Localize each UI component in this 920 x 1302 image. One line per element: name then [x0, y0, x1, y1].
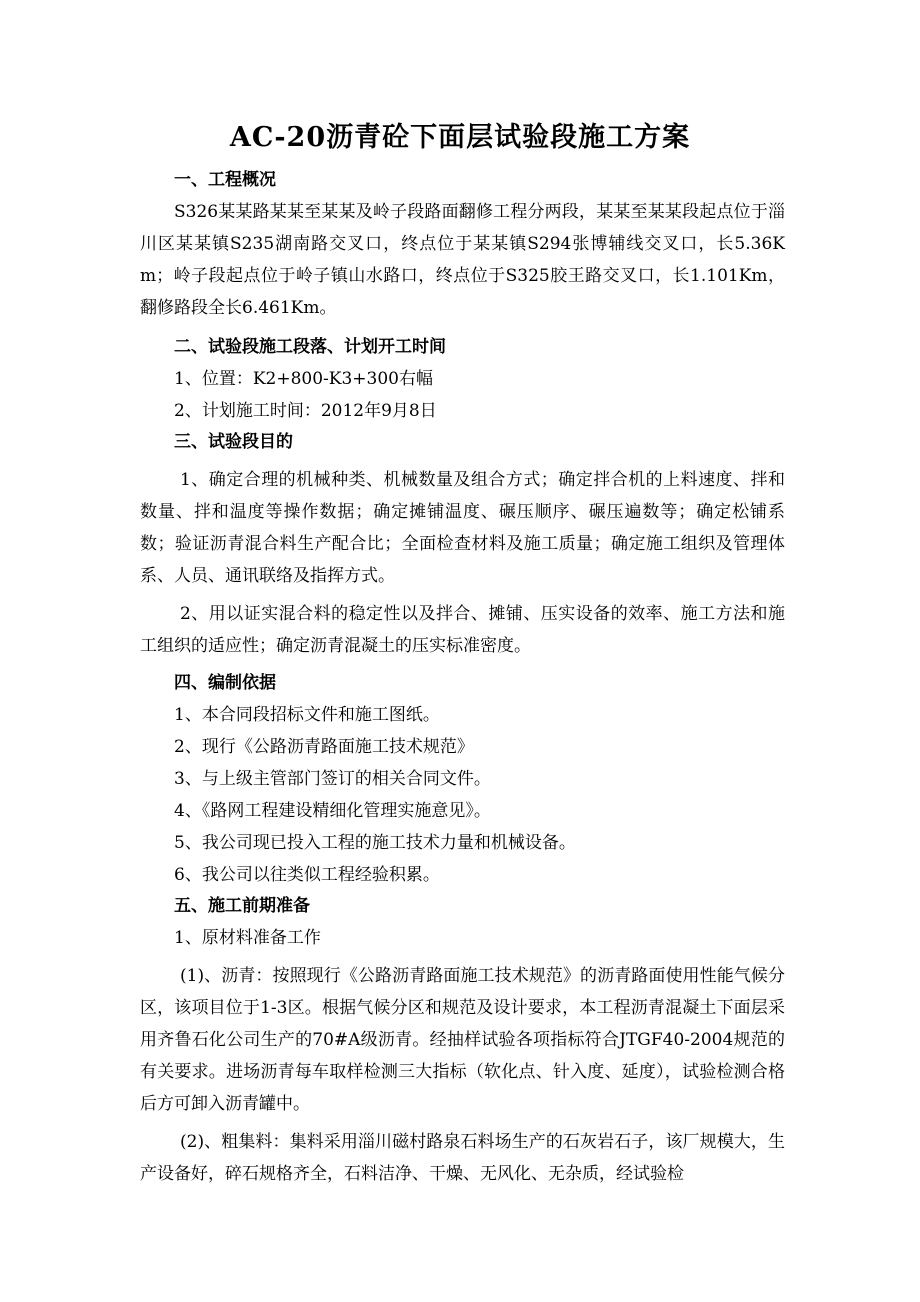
paragraph: (2)、粗集料：集料采用淄川磁村路泉石料场生产的石灰岩石子，该厂规模大，生产设备好，碎石规格齐全，石料洁净、干燥、无风化、无杂质，经试验检 — [140, 1132, 785, 1184]
list-item: 4、《路网工程建设精细化管理实施意见》。 — [174, 801, 491, 821]
list-item: 6、我公司以往类似工程经验积累。 — [174, 865, 440, 885]
list-item: 3、与上级主管部门签订的相关合同文件。 — [174, 769, 491, 789]
section-heading-purpose: 三、试验段目的 — [174, 432, 293, 452]
section-heading-schedule: 二、试验段施工段落、计划开工时间 — [174, 337, 446, 357]
paragraph: 2、计划施工时间：2012年9月8日 — [174, 401, 437, 421]
list-item: 2、现行《公路沥青路面施工技术规范》 — [174, 737, 474, 757]
paragraph: 1、原材料准备工作 — [174, 928, 321, 948]
paragraph: 1、确定合理的机械种类、机械数量及组合方式；确定拌合机的上料速度、拌和数量、拌和温度等操作数据；确定摊铺温度、碾压顺序、碾压遍数等；确定松铺系数；验证沥青混合料生产配合比；全面检查材料及施工质量；确定施工组织及管理体系、人员、通讯联络及指挥方式。 — [140, 470, 785, 586]
paragraph: (1)、沥青：按照现行《公路沥青路面施工技术规范》的沥青路面使用性能气候分区，该项目位于1-3区。根据气候分区和规范及设计要求，本工程沥青混凝土下面层采用齐鲁石化公司生产的70#A级沥青。经抽样试验各项指标符合JTGF40-2004规范的有关要求。进场沥青每车取样检测三大指标（软化点、针入度、延度），试验检测合格后方可卸入沥青罐中。 — [140, 966, 785, 1114]
document-body — [140, 165, 785, 1190]
section-heading-overview: 一、工程概况 — [174, 170, 276, 190]
list-item: 5、我公司现已投入工程的施工技术力量和机械设备。 — [174, 833, 576, 853]
document-title: AC-20沥青砼下面层试验段施工方案 — [229, 122, 691, 153]
paragraph: S326某某路某某至某某及岭子段路面翻修工程分两段，某某至某某段起点位于淄川区某某镇S235湖南路交叉口，终点位于某某镇S294张博辅线交叉口，长5.36Km；岭子段起点位于岭子镇山水路口，终点位于S325胶王路交叉口，长1.101Km，翻修路段全长6.461Km。 — [140, 202, 785, 318]
paragraph: 1、位置：K2+800-K3+300右幅 — [174, 369, 433, 389]
list-item: 1、本合同段招标文件和施工图纸。 — [174, 705, 440, 725]
section-heading-basis: 四、编制依据 — [174, 673, 276, 693]
section-heading-preparation: 五、施工前期准备 — [174, 896, 310, 916]
paragraph: 2、用以证实混合料的稳定性以及拌合、摊铺、压实设备的效率、施工方法和施工组织的适应性；确定沥青混凝土的压实标准密度。 — [140, 604, 785, 656]
